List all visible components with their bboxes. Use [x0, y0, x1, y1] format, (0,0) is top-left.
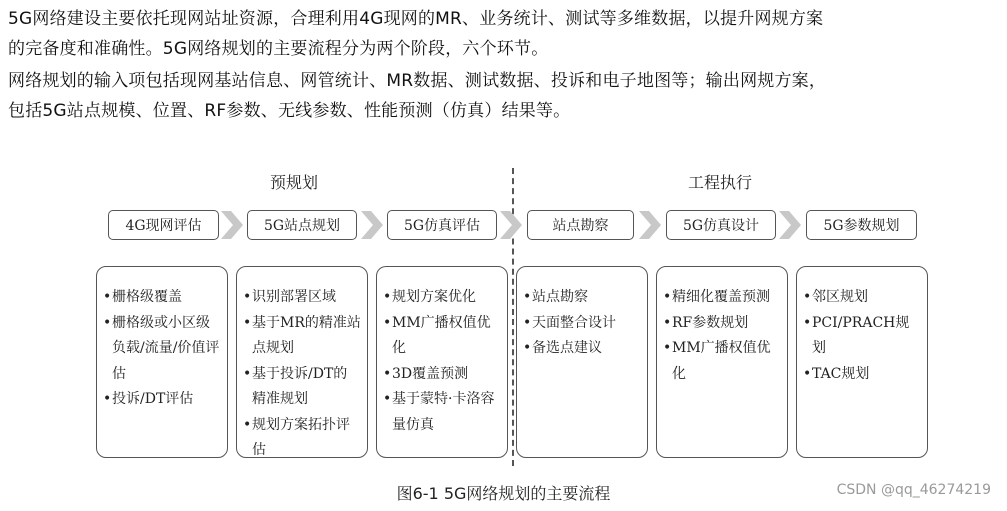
stage-box-5g-simulation-eval: 5G仿真评估 [387, 210, 497, 240]
card-item: • MM广播权值优化 [383, 311, 501, 362]
card-item: • 站点勘察 [523, 285, 641, 311]
paragraph-line: 包括5G站点规模、位置、RF参数、无线参数、性能预测（仿真）结果等。 [8, 101, 571, 121]
phase-title-planning: 预规划 [270, 173, 319, 192]
stage-box-site-survey: 站点勘察 [527, 210, 634, 240]
stage-card-site-survey [516, 266, 648, 458]
card-item: • 3D覆盖预测 [383, 362, 501, 388]
card-item: • PCI/PRACH规划 [803, 311, 921, 362]
chevron-right-icon [639, 211, 661, 239]
paragraph-line: 的完备度和准确性。5G网络规划的主要流程分为两个阶段，六个环节。 [8, 39, 549, 59]
card-item: • 规划方案优化 [383, 285, 501, 311]
figure-caption: 图6-1 5G网络规划的主要流程 [396, 484, 611, 503]
card-item: • 投诉/DT评估 [103, 387, 221, 413]
stage-card-5g-parameter-planning [796, 266, 928, 458]
card-item: • 基于MR的精准站点规划 [243, 311, 361, 362]
card-item: • 基于投诉/DT的精准规划 [243, 362, 361, 413]
card-item: • MM广播权值优化 [663, 336, 781, 387]
paragraph-line: 网络规划的输入项包括现网基站信息、网管统计、MR数据、测试数据、投诉和电子地图等；输出网规方案， [8, 71, 827, 91]
chevron-right-icon [779, 211, 801, 239]
stage-card-5g-simulation-eval [376, 266, 508, 458]
chevron-right-icon [500, 211, 522, 239]
stage-card-5g-site-planning [236, 266, 368, 458]
stage-card-4g-evaluation [96, 266, 228, 458]
chevron-right-icon [361, 211, 383, 239]
card-item: • 天面整合设计 [523, 311, 641, 337]
csdn-watermark: CSDN @qq_46274219 [836, 482, 991, 498]
card-item: • TAC规划 [803, 362, 921, 388]
chevron-right-icon [221, 211, 243, 239]
stage-box-4g-evaluation: 4G现网评估 [108, 210, 219, 240]
card-item: • 邻区规划 [803, 285, 921, 311]
stage-card-5g-simulation-design [656, 266, 788, 458]
phase-title-execution: 工程执行 [688, 173, 753, 192]
stage-box-5g-parameter-planning: 5G参数规划 [806, 210, 917, 240]
card-item: • 备选点建议 [523, 336, 641, 362]
paragraph-line: 5G网络建设主要依托现网站址资源，合理利用4G现网的MR、业务统计、测试等多维数据，以提升网规方案 [8, 9, 824, 29]
card-item: • 栅格级覆盖 [103, 285, 221, 311]
card-item: • 规划方案拓扑评估 [243, 413, 361, 464]
card-item: • 精细化覆盖预测 [663, 285, 781, 311]
stage-box-5g-site-planning: 5G站点规划 [247, 210, 357, 240]
stage-box-5g-simulation-design: 5G仿真设计 [666, 210, 776, 240]
card-item: • 基于蒙特·卡洛容量仿真 [383, 387, 501, 438]
card-item: • 栅格级或小区级负载/流量/价值评估 [103, 311, 221, 388]
card-item: • 识别部署区域 [243, 285, 361, 311]
card-item: • RF参数规划 [663, 311, 781, 337]
